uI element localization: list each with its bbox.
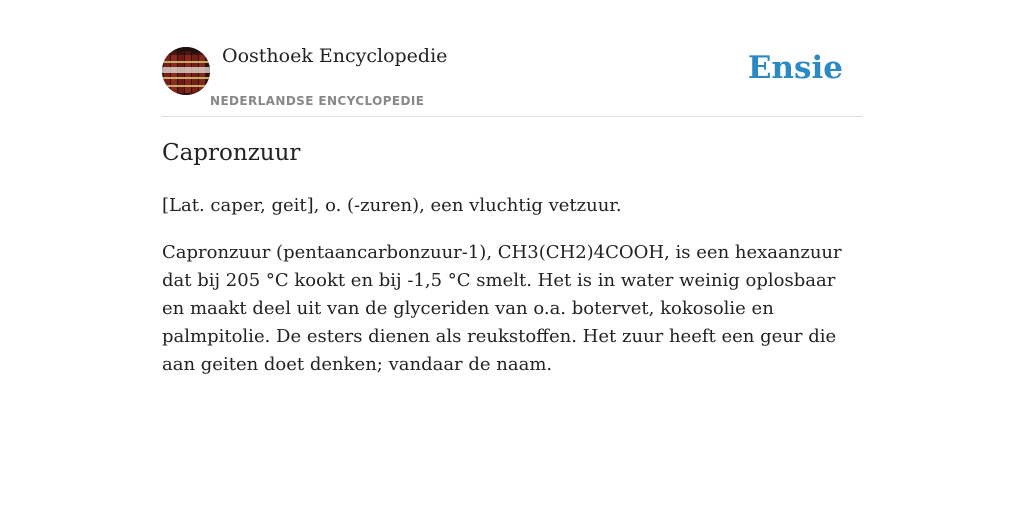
ensie-logo[interactable]: Ensie	[747, 50, 843, 86]
site-title[interactable]: Oosthoek Encyclopedie	[222, 45, 448, 67]
site-header	[162, 0, 862, 117]
article-definition: [Lat. caper, geit], o. (-zuren), een vluchtig vetzuur.	[162, 195, 622, 216]
article-title: Capronzuur	[162, 140, 301, 166]
site-subtitle: NEDERLANDSE ENCYCLOPEDIE	[210, 94, 425, 108]
page-container	[162, 0, 862, 375]
encyclopedia-books-icon[interactable]	[162, 47, 210, 95]
article-body: Capronzuur (pentaancarbonzuur-1), CH3(CH2)4COOH, is een hexaanzuur dat bij 205 °C kookt en bij -1,5 °C smelt. Het is in water weinig oplosbaar en maakt deel uit van de glyceriden van o.a. botervet, kokosolie en palmpitolie. De esters dienen als reukstoffen. Het zuur heeft een geur die aan geiten doet denken; vandaar de naam.	[162, 242, 842, 375]
